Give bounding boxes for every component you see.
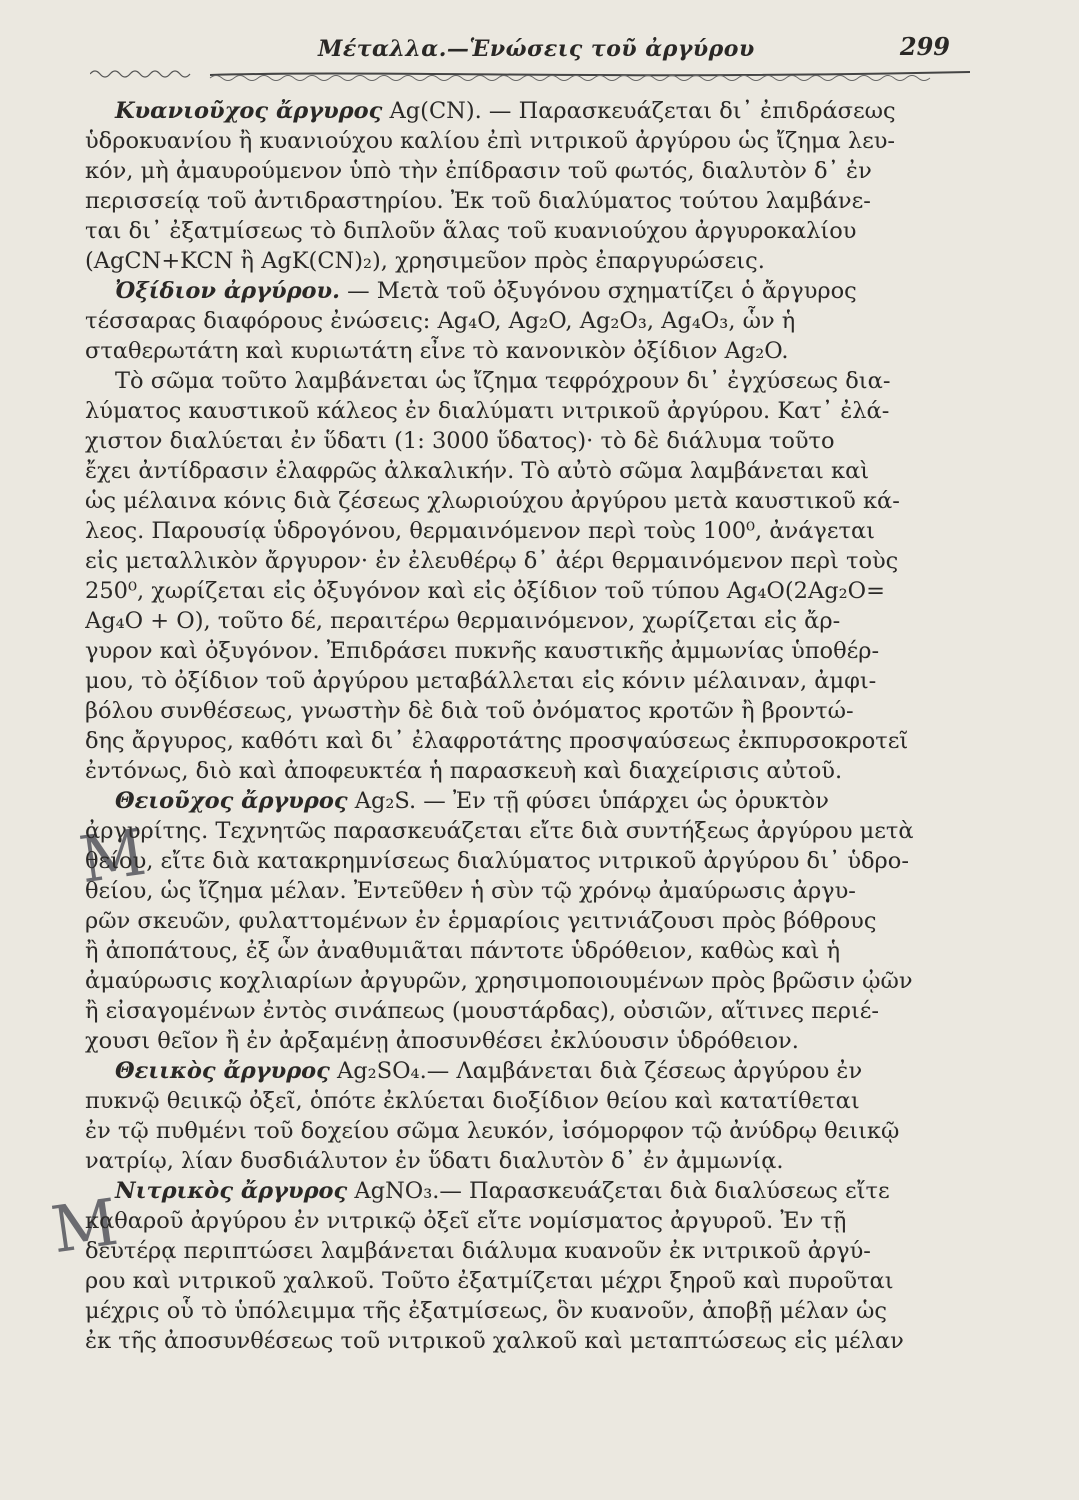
text-line: Θειικὸς ἄργυρος Ag₂SO₄.— Λαμβάνεται διὰ ζέσεως ἀργύρου ἐν <box>115 1058 863 1084</box>
text-line: εἰς μεταλλικὸν ἄργυρον· ἐν ἐλευθέρῳ δ᾽ ἀέρι θερμαινόμενον περὶ τοὺς <box>85 548 899 574</box>
text-line: Ὀξίδιον ἀργύρου. — Μετὰ τοῦ ὀξυγόνου σχηματίζει ὁ ἄργυρος <box>115 278 857 304</box>
text-line: θείου, ὡς ἴζημα μέλαν. Ἐντεῦθεν ἡ σὺν τῷ χρόνῳ ἀμαύρωσις ἀργυ- <box>85 878 856 904</box>
text-line: Ag₄O + O), τοῦτο δέ, περαιτέρω θερμαινόμενον, χωρίζεται εἰς ἄρ- <box>85 608 841 634</box>
paragraph-oxide <box>85 276 985 786</box>
text-line: (AgCN+KCN ἢ AgK(CN)₂), χρησιμεῦον πρὸς ἐπαργυρώσεις. <box>85 248 765 274</box>
text-line: ρου καὶ νιτρικοῦ χαλκοῦ. Τοῦτο ἐξατμίζεται μέχρι ξηροῦ καὶ πυροῦται <box>85 1268 894 1294</box>
text-line: ρῶν σκευῶν, φυλαττομένων ἐν ἑρμαρίοις γειτνιάζουσι πρὸς βόθρους <box>85 908 877 934</box>
text-line: ἢ ἀποπάτους, ἐξ ὧν ἀναθυμιᾶται πάντοτε ὑδρόθειον, καθὼς καὶ ἡ <box>85 938 841 964</box>
text-line: Τὸ σῶμα τοῦτο λαμβάνεται ὡς ἴζημα τεφρόχρουν δι᾽ ἐγχύσεως δια- <box>115 368 891 394</box>
margin-pencil-mark: M <box>75 815 151 899</box>
margin-pencil-mark: M <box>47 1185 123 1269</box>
text-line: νατρίῳ, λίαν δυσδιάλυτον ἐν ὕδατι διαλυτὸν δ᾽ ἐν ἀμμωνίᾳ. <box>85 1148 784 1174</box>
text-line: ὡς μέλαινα κόνις διὰ ζέσεως χλωριούχου ἀργύρου μετὰ καυστικοῦ κά- <box>85 488 900 514</box>
decorative-wavy-rule <box>90 66 970 86</box>
text-line: γυρον καὶ ὀξυγόνον. Ἐπιδράσει πυκνῆς καυστικῆς ἀμμωνίας ὑποθέρ- <box>85 638 880 664</box>
text-line: χιστον διαλύεται ἐν ὕδατι (1: 3000 ὕδατος)· τὸ δὲ διάλυμα τοῦτο <box>85 428 835 454</box>
paragraph-nitrate <box>85 1176 985 1356</box>
text-line: λεος. Παρουσίᾳ ὑδρογόνου, θερμαινόμενον περὶ τοὺς 100⁰, ἀνάγεται <box>85 518 875 544</box>
body-text <box>85 96 985 1356</box>
text-line: δευτέρᾳ περιπτώσει λαμβάνεται διάλυμα κυανοῦν ἐκ νιτρικοῦ ἀργύ- <box>85 1238 871 1264</box>
text-line: σταθερωτάτη καὶ κυριωτάτη εἶνε τὸ κανονικὸν ὀξίδιον Ag₂O. <box>85 338 789 364</box>
entry-term: Θειικὸς ἄργυρος <box>115 1058 330 1084</box>
text-line: θείου, εἴτε διὰ κατακρημνίσεως διαλύματος νιτρικοῦ ἀργύρου δι᾽ ὑδρο- <box>85 848 909 874</box>
text-line: ἔχει ἀντίδρασιν ἐλαφρῶς ἀλκαλικήν. Τὸ αὐτὸ σῶμα λαμβάνεται καὶ <box>85 458 870 484</box>
paragraph-cyanide <box>85 96 985 276</box>
text-line: μέχρις οὗ τὸ ὑπόλειμμα τῆς ἐξατμίσεως, ὃν κυανοῦν, ἀποβῇ μέλαν ὡς <box>85 1298 887 1324</box>
text-line: κόν, μὴ ἀμαυρούμενον ὑπὸ τὴν ἐπίδρασιν τοῦ φωτός, διαλυτὸν δ᾽ ἐν <box>85 158 872 184</box>
text-line: δης ἄργυρος, καθότι καὶ δι᾽ ἐλαφροτάτης προσψαύσεως ἐκπυρσοκροτεῖ <box>85 728 909 754</box>
text-line: ὑδροκυανίου ἢ κυανιούχου καλίου ἐπὶ νιτρικοῦ ἀργύρου ὡς ἴζημα λευ- <box>85 128 896 154</box>
text-line: τέσσαρας διαφόρους ἐνώσεις: Ag₄O, Ag₂O, Ag₂O₃, Ag₄O₃, ὧν ἡ <box>85 308 796 334</box>
text-line: ἢ εἰσαγομένων ἐντὸς σινάπεως (μουστάρδας), οὐσιῶν, αἵτινες περιέ- <box>85 998 880 1024</box>
paragraph-sulfate <box>85 1056 985 1176</box>
text-line: ται δι᾽ ἐξατμίσεως τὸ διπλοῦν ἅλας τοῦ κυανιούχου ἀργυροκαλίου <box>85 218 857 244</box>
text-line: 250⁰, χωρίζεται εἰς ὀξυγόνον καὶ εἰς ὀξίδιον τοῦ τύπου Ag₄O(2Ag₂O= <box>85 578 885 604</box>
text-line: ἀμαύρωσις κοχλιαρίων ἀργυρῶν, χρησιμοποιουμένων πρὸς βρῶσιν ᾠῶν <box>85 968 913 994</box>
text-line: καθαροῦ ἀργύρου ἐν νιτρικῷ ὀξεῖ εἴτε νομίσματος ἀργυροῦ. Ἐν τῇ <box>85 1208 847 1234</box>
text-line: μου, τὸ ὀξίδιον τοῦ ἀργύρου μεταβάλλεται εἰς κόνιν μέλαιναν, ἀμφι- <box>85 668 877 694</box>
text-line: περισσείᾳ τοῦ ἀντιδραστηρίου. Ἐκ τοῦ διαλύματος τούτου λαμβάνε- <box>85 188 871 214</box>
paragraph-sulfide <box>85 786 985 1056</box>
entry-term: Θειοῦχος ἄργυρος <box>115 788 348 814</box>
entry-term: Νιτρικὸς ἄργυρος <box>115 1178 348 1204</box>
text-line: Κυανιοῦχος ἄργυρος Ag(CN). — Παρασκευάζεται δι᾽ ἐπιδράσεως <box>115 98 896 124</box>
text-line: Νιτρικὸς ἄργυρος AgNO₃.— Παρασκευάζεται διὰ διαλύσεως εἴτε <box>115 1178 890 1204</box>
text-line: ἐν τῷ πυθμένι τοῦ δοχείου σῶμα λευκόν, ἰσόμορφον τῷ ἀνύδρῳ θειικῷ <box>85 1118 900 1144</box>
text-line: ἀργυρίτης. Τεχνητῶς παρασκευάζεται εἴτε διὰ συντήξεως ἀργύρου μετὰ <box>85 818 914 844</box>
header-title: Μέταλλα.—Ἑνώσεις τοῦ ἀργύρου <box>318 36 755 62</box>
page-number: 299 <box>899 32 950 61</box>
text-line: ἐντόνως, διὸ καὶ ἀποφευκτέα ἡ παρασκευὴ καὶ διαχείρισις αὐτοῦ. <box>85 758 843 784</box>
text-line: χουσι θεῖον ἢ ἐν ἀρξαμένῃ ἀποσυνθέσει ἐκλύουσιν ὑδρόθειον. <box>85 1028 799 1054</box>
entry-term: Ὀξίδιον ἀργύρου. <box>115 278 340 304</box>
running-header <box>90 28 990 68</box>
text-line: πυκνῷ θειικῷ ὀξεῖ, ὁπότε ἐκλύεται διοξίδιον θείου καὶ κατατίθεται <box>85 1088 860 1114</box>
text-line: βόλου συνθέσεως, γνωστὴν δὲ διὰ τοῦ ὀνόματος κροτῶν ἢ βροντώ- <box>85 698 854 724</box>
entry-term: Κυανιοῦχος ἄργυρος <box>115 98 383 124</box>
text-line: λύματος καυστικοῦ κάλεος ἐν διαλύματι νιτρικοῦ ἀργύρου. Κατ᾽ ἐλά- <box>85 398 890 424</box>
text-line: Θειοῦχος ἄργυρος Ag₂S. — Ἐν τῇ φύσει ὑπάρχει ὡς ὀρυκτὸν <box>115 788 829 814</box>
text-line: ἐκ τῆς ἀποσυνθέσεως τοῦ νιτρικοῦ χαλκοῦ καὶ μεταπτώσεως εἰς μέλαν <box>85 1328 904 1354</box>
